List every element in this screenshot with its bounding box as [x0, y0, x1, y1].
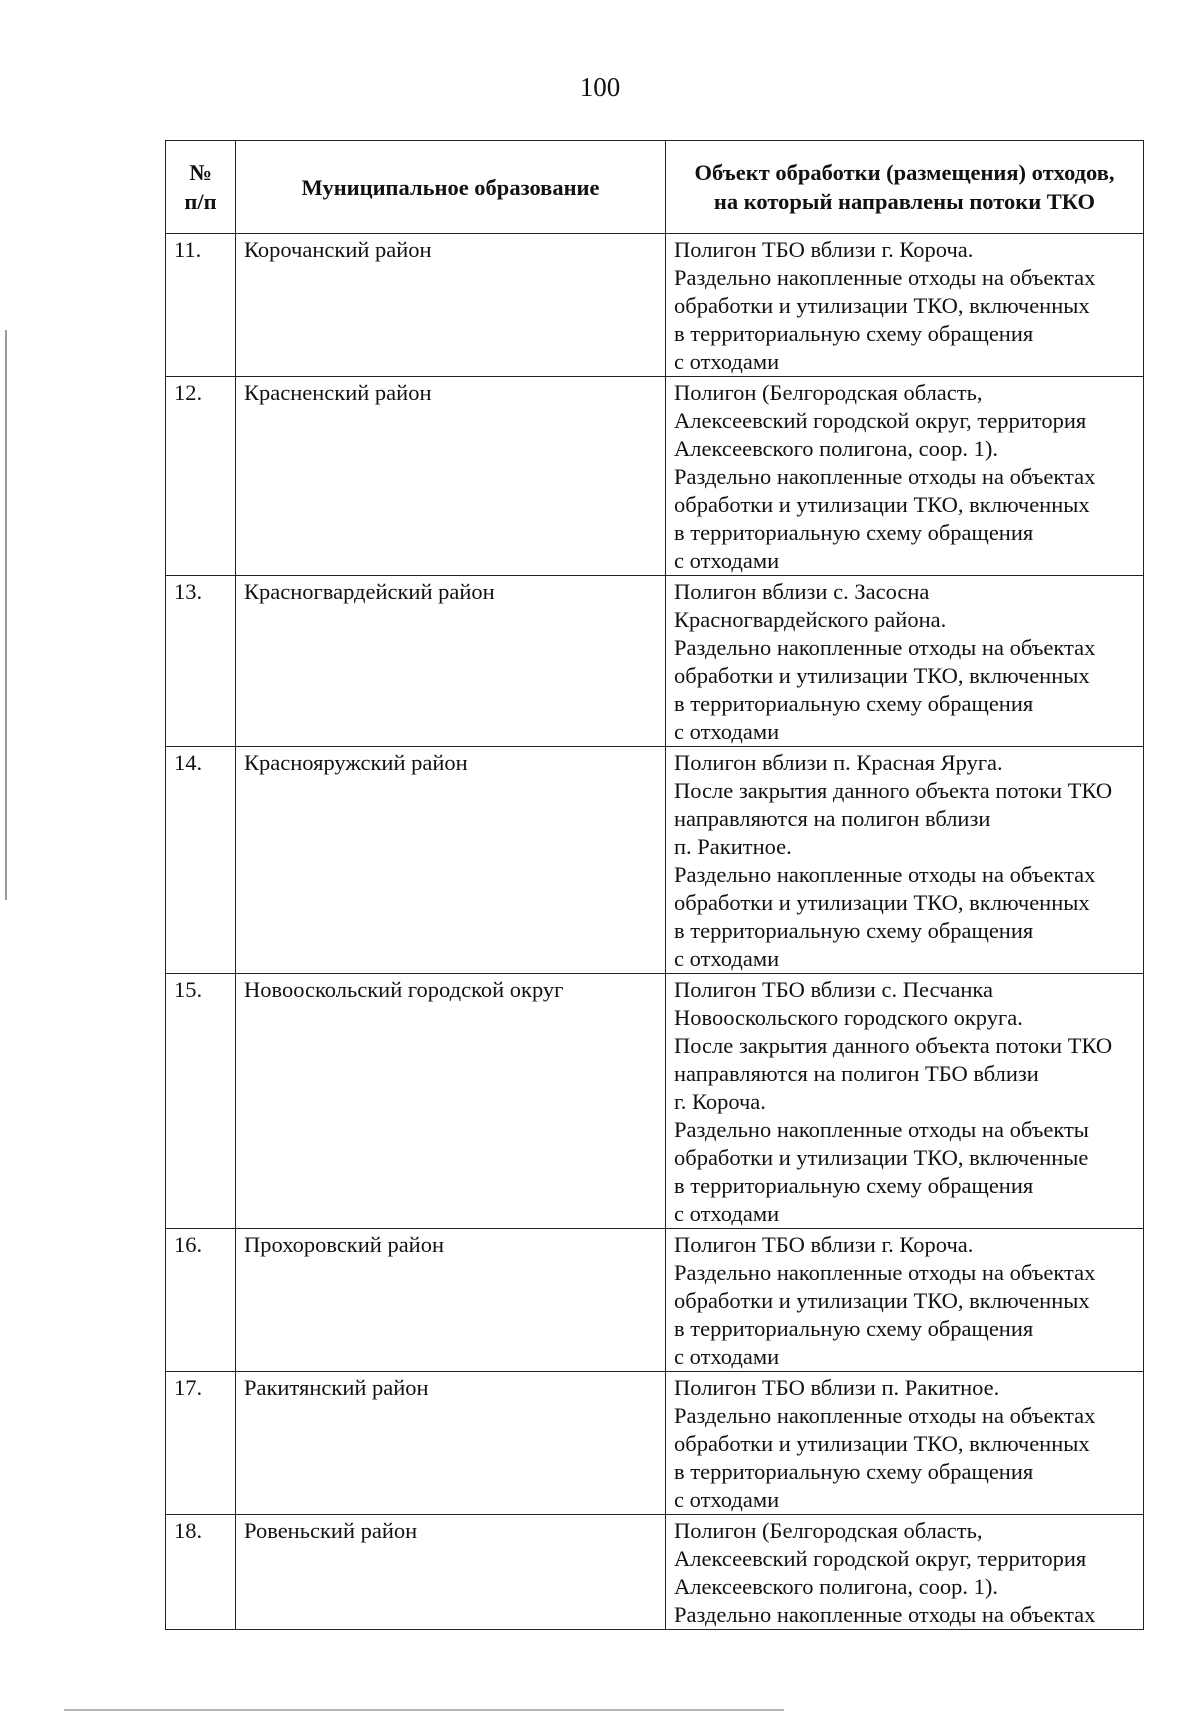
table-row: [166, 1229, 1144, 1372]
facility-line: в территориальную схему обращения: [674, 321, 1034, 346]
facility-line: Алексеевский городской округ, территория: [674, 408, 1087, 433]
facility-line: Алексеевского полигона, соор. 1).: [674, 1574, 998, 1599]
facility-line: с отходами: [674, 1344, 780, 1369]
facility-line: обработки и утилизации ТКО, включенных: [674, 1288, 1090, 1313]
table-row: [166, 1372, 1144, 1515]
table-row: [166, 377, 1144, 576]
facility-description: [666, 974, 1144, 1229]
facility-line: обработки и утилизации ТКО, включенных: [674, 293, 1090, 318]
municipality-name: Ракитянский район: [236, 1372, 666, 1515]
facility-line: с отходами: [674, 349, 780, 374]
municipality-name: Корочанский район: [236, 234, 666, 377]
facility-line: с отходами: [674, 719, 780, 744]
facility-line: Раздельно накопленные отходы на объектах: [674, 265, 1096, 290]
facility-description: [666, 576, 1144, 747]
municipality-name: Новооскольский городской округ: [236, 974, 666, 1229]
facility-line: г. Короча.: [674, 1089, 766, 1114]
municipality-name: Красногвардейский район: [236, 576, 666, 747]
facility-line: Полигон вблизи п. Красная Яруга.: [674, 750, 1003, 775]
facility-line: После закрытия данного объекта потоки ТКО: [674, 1033, 1113, 1058]
facility-line: с отходами: [674, 1201, 780, 1226]
facility-line: направляются на полигон вблизи: [674, 806, 991, 831]
facility-line: Полигон ТБО вблизи г. Короча.: [674, 237, 974, 262]
waste-facilities-table: [165, 140, 1144, 1630]
row-number: 14.: [166, 747, 236, 974]
header-facility: Объект обработки (размещения) отходов, на который направлены потоки ТКО: [666, 141, 1144, 234]
facility-line: направляются на полигон ТБО вблизи: [674, 1061, 1039, 1086]
facility-line: в территориальную схему обращения: [674, 1173, 1034, 1198]
table-row: [166, 1515, 1144, 1630]
facility-line: После закрытия данного объекта потоки ТКО: [674, 778, 1113, 803]
row-number: 13.: [166, 576, 236, 747]
facility-line: обработки и утилизации ТКО, включенных: [674, 890, 1090, 915]
row-number: 17.: [166, 1372, 236, 1515]
facility-description: [666, 1372, 1144, 1515]
facility-line: Алексеевский городской округ, территория: [674, 1546, 1087, 1571]
row-number: 11.: [166, 234, 236, 377]
facility-line: п. Ракитное.: [674, 834, 792, 859]
facility-line: в территориальную схему обращения: [674, 1459, 1034, 1484]
facility-line: в территориальную схему обращения: [674, 691, 1034, 716]
facility-line: Красногвардейского района.: [674, 607, 947, 632]
facility-line: Полигон (Белгородская область,: [674, 380, 983, 405]
facility-line: с отходами: [674, 548, 780, 573]
row-number: 16.: [166, 1229, 236, 1372]
table-body: [166, 234, 1144, 1630]
facility-line: обработки и утилизации ТКО, включенных: [674, 492, 1090, 517]
table-row: [166, 974, 1144, 1229]
facility-line: Полигон ТБО вблизи г. Короча.: [674, 1232, 974, 1257]
facility-line: в территориальную схему обращения: [674, 1316, 1034, 1341]
facility-description: [666, 377, 1144, 576]
municipality-name: Красненский район: [236, 377, 666, 576]
facility-line: Раздельно накопленные отходы на объектах: [674, 464, 1096, 489]
facility-line: Полигон (Белгородская область,: [674, 1518, 983, 1543]
facility-description: [666, 747, 1144, 974]
facility-line: Алексеевского полигона, соор. 1).: [674, 436, 998, 461]
facility-line: в территориальную схему обращения: [674, 918, 1034, 943]
table-row: [166, 747, 1144, 974]
facility-description: [666, 1229, 1144, 1372]
facility-line: с отходами: [674, 946, 780, 971]
facility-description: [666, 234, 1144, 377]
facility-line: Полигон ТБО вблизи с. Песчанка: [674, 977, 993, 1002]
header-municipality: Муниципальное образование: [236, 141, 666, 234]
table-row: [166, 234, 1144, 377]
facility-line: Раздельно накопленные отходы на объектах: [674, 1403, 1096, 1428]
row-number: 18.: [166, 1515, 236, 1630]
facility-line: Раздельно накопленные отходы на объектах: [674, 862, 1096, 887]
facility-description: [666, 1515, 1144, 1630]
row-number: 12.: [166, 377, 236, 576]
facility-line: Полигон вблизи с. Засосна: [674, 579, 930, 604]
facility-line: в территориальную схему обращения: [674, 520, 1034, 545]
facility-line: Раздельно накопленные отходы на объектах: [674, 635, 1096, 660]
facility-line: обработки и утилизации ТКО, включенные: [674, 1145, 1089, 1170]
facility-line: Полигон ТБО вблизи п. Ракитное.: [674, 1375, 1000, 1400]
facility-line: с отходами: [674, 1487, 780, 1512]
table-header-row: [166, 141, 1144, 234]
row-number: 15.: [166, 974, 236, 1229]
page-number: 100: [579, 72, 621, 102]
facility-line: обработки и утилизации ТКО, включенных: [674, 1431, 1090, 1456]
municipality-name: Краснояружский район: [236, 747, 666, 974]
scan-edge-artifact: [5, 330, 7, 900]
facility-line: Раздельно накопленные отходы на объекты: [674, 1117, 1089, 1142]
scan-bottom-artifact: [64, 1709, 784, 1711]
facility-line: обработки и утилизации ТКО, включенных: [674, 663, 1090, 688]
facility-line: Раздельно накопленные отходы на объектах: [674, 1602, 1096, 1627]
facility-line: Раздельно накопленные отходы на объектах: [674, 1260, 1096, 1285]
header-number: № п/п: [166, 141, 236, 234]
municipality-name: Ровеньский район: [236, 1515, 666, 1630]
table-row: [166, 576, 1144, 747]
facility-line: Новооскольского городского округа.: [674, 1005, 1023, 1030]
municipality-name: Прохоровский район: [236, 1229, 666, 1372]
